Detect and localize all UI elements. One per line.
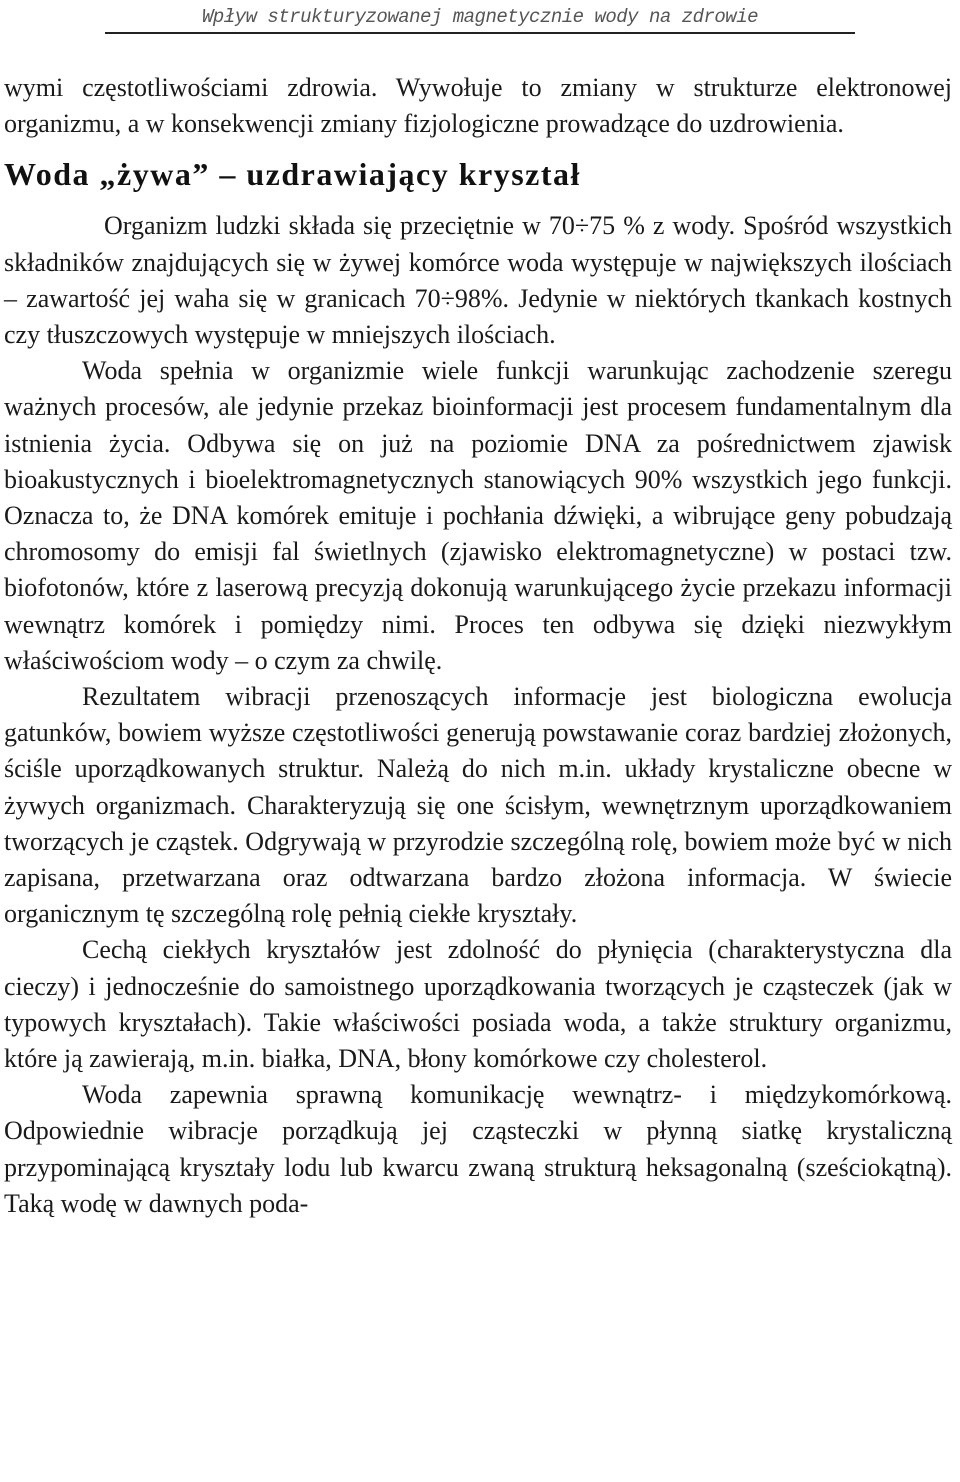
paragraph-communication: Woda zapewnia sprawną komunikację wewnątrz- i międzykomórkową. Odpowiednie wibracje porządkują jej cząsteczki w płynną siatkę krystaliczną przypominającą kryształy lodu lub kwarcu zwaną strukturą heksagonalną (sześciokątną). Taką wodę w dawnych poda-: [4, 1080, 952, 1218]
document-body: [4, 70, 952, 1222]
paragraph-bioinformation: Woda spełnia w organizmie wiele funkcji warunkując zachodzenie szeregu ważnych procesów, ale jedynie przekaz bioinformacji jest procesem fundamentalnym dla istnienia życia. Odbywa się on już na poziomie DNA za pośrednictwem zjawisk bioakustycznych i bioelektromagnetycznych stanowiących 90% wszystkich jego funkcji. Oznacza to, że DNA komórek emituje i pochłania dźwięki, a wibrujące geny pobudzają chromosomy do emisji fal świetlnych (zjawisko elektromagnetyczne) w postaci tzw. biofotonów, które z laserową precyzją dokonują warunkującego życie przekazu informacji wewnątrz komórek i pomiędzy nimi. Proces ten odbywa się dzięki niezwykłym właściwościom wody – o czym za chwilę.: [4, 356, 952, 675]
paragraph-evolution: Rezultatem wibracji przenoszących informacje jest biologiczna ewolucja gatunków, bowiem wyższe częstotliwości generują powstawanie coraz bardziej złożonych, ściśle uporządkowanych struktur. Należą do nich m.in. układy krystaliczne obecne w żywych organizmach. Charakteryzują się one ścisłym, wewnętrznym uporządkowaniem tworzących je cząstek. Odgrywają w przyrodzie szczególną rolę, bowiem może być w nich zapisana, przetwarzana oraz odtwarzana bardzo złożona informacja. W świecie organicznym tę szczególną rolę pełnią ciekłe kryształy.: [4, 682, 952, 929]
intro-paragraph: wymi częstotliwościami zdrowia. Wywołuje to zmiany w strukturze elektronowej organizmu, a w konsekwencji zmiany fizjologiczne prowadzące do uzdrowienia.: [4, 73, 952, 139]
paragraph-liquid-crystals: Cechą ciekłych kryształów jest zdolność do płynięcia (charakterystyczna dla cieczy) i jednocześnie do samoistnego uporządkowania tworzących je cząsteczek (jak w typowych kryształach). Takie właściwości posiada woda, a także struktury organizmu, które ją zawierają, m.in. białka, DNA, błony komórkowe czy cholesterol.: [4, 935, 952, 1074]
paragraph-water-content: Organizm ludzki składa się przeciętnie w 70÷75 % z wody. Spośród wszystkich składników znajdujących się w żywej komórce woda występuje w największych ilościach – zawartość jej waha się w granicach 70÷98%. Jedynie w niektórych tkankach kostnych czy tłuszczowych występuje w mniejszych ilościach.: [4, 211, 952, 350]
running-header: [105, 4, 855, 34]
section-heading: Woda „żywa” – uzdrawiający kryształ: [4, 156, 581, 193]
running-header-title: Wpływ strukturyzowanej magnetycznie wody na zdrowie: [202, 6, 758, 28]
